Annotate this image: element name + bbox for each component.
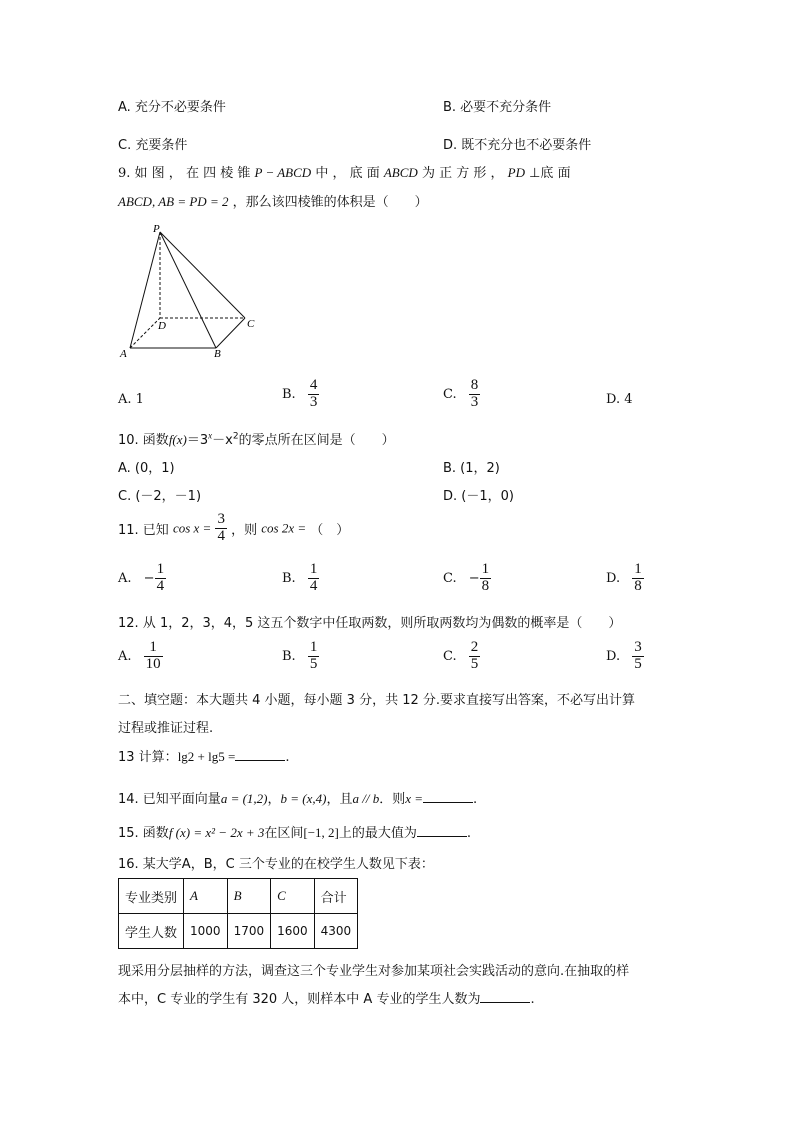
q12-option-c xyxy=(443,640,480,673)
q9-text-a: 如 图 ， 在 四 棱 锥 xyxy=(134,166,251,181)
frac-den: 3 xyxy=(309,393,318,410)
q14-text-b: ， xyxy=(267,792,281,807)
q12-option-b-frac xyxy=(308,640,320,673)
q9-option-b-frac xyxy=(308,378,320,411)
frac-den: 3 xyxy=(470,393,479,410)
q9-math-2: ABCD xyxy=(383,165,418,180)
q11-math-2: cos 2x = xyxy=(261,520,307,536)
frac-num: 1 xyxy=(156,561,165,577)
q9-math-4: ABCD, AB = PD = 2 xyxy=(118,194,229,209)
frac-num: 1 xyxy=(309,561,318,577)
q8-option-d: D. 既不充分也不必要条件 xyxy=(443,138,592,153)
q9-option-a: A. 1 xyxy=(118,392,144,407)
q11-text-a: 11. 已知 xyxy=(118,522,169,538)
q9-text-c: 为 正 方 形 ， xyxy=(421,166,504,181)
q11-option-c-label: C. xyxy=(443,570,457,586)
q11-option-c xyxy=(443,562,491,595)
q14-math-3: a // b xyxy=(352,791,380,806)
q9-option-b-label: B. xyxy=(282,386,296,402)
table-cell: 学生人数 xyxy=(119,914,184,949)
q9-math-1: P − ABCD xyxy=(254,165,312,180)
label-p: P xyxy=(153,223,160,235)
q9-number: 9. xyxy=(118,166,131,181)
table-cell: 专业类别 xyxy=(119,879,184,914)
q10-sup-x: x xyxy=(208,430,213,441)
q13-answer-blank[interactable] xyxy=(235,748,285,761)
q9-option-c xyxy=(443,378,480,411)
q15-math-1: f (x) = x² − 2x + 3 xyxy=(168,825,265,840)
frac-den: 5 xyxy=(634,655,642,672)
q16-after-text: 本中，C 专业的学生有 320 人，则样本中 A 专业的学生人数为 xyxy=(118,992,481,1007)
q9-text-e: ，那么该四棱锥的体积是（ ） xyxy=(232,195,428,210)
q11-option-b-frac xyxy=(308,562,320,595)
frac-num: 1 xyxy=(309,639,318,655)
q9-option-c-frac xyxy=(469,378,481,411)
table-cell: A xyxy=(184,879,228,914)
table-cell: 4300 xyxy=(314,914,358,949)
q15-answer-blank[interactable] xyxy=(417,824,467,837)
q11-stem-frac xyxy=(215,512,227,545)
q14-text-d: ．则 xyxy=(379,792,406,807)
table-row xyxy=(119,914,358,949)
frac-den: 4 xyxy=(309,577,318,594)
q16-table xyxy=(118,878,358,949)
q14-math-1: a = (1,2) xyxy=(220,791,268,806)
q8-option-a: A. 充分不必要条件 xyxy=(118,100,226,115)
frac-den: 5 xyxy=(309,655,318,672)
q12-option-a xyxy=(118,640,163,673)
q11-option-c-sign: − xyxy=(468,570,480,586)
q10-option-a: A. (0，1) xyxy=(118,461,175,476)
q10-text-c: －x xyxy=(212,433,233,448)
table-row xyxy=(119,879,358,914)
table-cell: B xyxy=(227,879,271,914)
q10-text-a: 10. 函数 xyxy=(118,433,169,448)
q14-math-2: b = (x,4) xyxy=(280,791,327,806)
frac-num: 3 xyxy=(634,639,642,655)
q9-stem-line1 xyxy=(118,162,571,181)
q15-text-b: 在区间 xyxy=(264,826,304,841)
q15-text-a: 15. 函数 xyxy=(118,826,169,841)
q9-stem-line2 xyxy=(118,191,428,210)
q10-option-d: D. (－1，0) xyxy=(443,489,514,504)
q14-math-4: x = xyxy=(405,791,424,806)
q14-answer-blank[interactable] xyxy=(423,790,473,803)
label-c: C xyxy=(247,318,255,330)
q11-option-d-label: D. xyxy=(606,570,621,586)
q14-stem xyxy=(118,788,477,807)
q11-option-c-frac xyxy=(480,562,492,595)
q12-option-d-label: D. xyxy=(606,648,621,664)
q13-math: lg2 + lg5 = xyxy=(177,749,236,764)
q12-option-a-label: A. xyxy=(118,648,132,664)
q10-option-c: C. (－2，－1) xyxy=(118,489,202,504)
section2-line1: 二、填空题：本大题共 4 小题，每小题 3 分，共 12 分.要求直接写出答案，不必写出计算 xyxy=(118,693,636,708)
q9-option-b xyxy=(282,378,319,411)
q11-option-b xyxy=(282,562,319,595)
q11-option-b-label: B. xyxy=(282,570,296,586)
q11-option-d-frac xyxy=(632,562,644,595)
q12-option-c-label: C. xyxy=(443,648,457,664)
q8-option-c: C. 充要条件 xyxy=(118,138,188,153)
pyramid-figure xyxy=(112,220,272,365)
q13-stem xyxy=(118,746,289,765)
frac-den: 4 xyxy=(217,527,225,544)
frac-num: 1 xyxy=(634,561,642,577)
q11-option-a-label: A. xyxy=(118,570,132,586)
q9-text-b: 中 ， 底 面 xyxy=(315,166,380,181)
frac-num: 4 xyxy=(309,377,318,393)
table-cell: 1700 xyxy=(227,914,271,949)
q14-text-a: 14. 已知平面向量 xyxy=(118,792,221,807)
q12-stem: 12. 从 1，2，3，4，5 这五个数字中任取两数，则所取两数均为偶数的概率是（ ） xyxy=(118,616,622,631)
q9-option-c-label: C. xyxy=(443,386,457,402)
q11-option-a-frac xyxy=(155,562,167,595)
q15-text-c: 上的最大值为 xyxy=(338,826,417,841)
frac-num: 3 xyxy=(217,511,225,527)
q15-math-2: [−1, 2] xyxy=(303,825,339,840)
q13-end: . xyxy=(285,750,290,765)
q16-end: . xyxy=(530,992,535,1007)
q16-answer-blank[interactable] xyxy=(480,990,530,1003)
section2-line2: 过程或推证过程. xyxy=(118,721,214,736)
q11-stem xyxy=(118,512,349,545)
q15-stem xyxy=(118,822,471,841)
q11-math: cos x = xyxy=(172,520,212,536)
table-cell: C xyxy=(271,879,315,914)
q12-option-d-frac xyxy=(632,640,644,673)
label-b: B xyxy=(214,348,221,360)
q12-option-a-frac xyxy=(144,640,163,673)
q16-stem: 16. 某大学A，B，C 三个专业的在校学生人数见下表： xyxy=(118,857,434,872)
frac-den: 4 xyxy=(156,577,165,594)
q12-option-b-label: B. xyxy=(282,648,296,664)
label-d: D xyxy=(158,320,166,332)
q12-option-c-frac xyxy=(469,640,481,673)
q9-option-d: D. 4 xyxy=(606,392,633,407)
q16-after-line2 xyxy=(118,988,535,1007)
q11-option-a xyxy=(118,562,166,595)
q12-option-b xyxy=(282,640,319,673)
q10-text-b: ＝3 xyxy=(186,433,209,448)
table-cell: 合计 xyxy=(314,879,358,914)
q12-option-d xyxy=(606,640,644,673)
frac-den: 10 xyxy=(145,655,161,672)
frac-num: 1 xyxy=(481,561,490,577)
q14-end: . xyxy=(473,792,478,807)
q9-math-3: PD xyxy=(507,165,525,180)
frac-den: 8 xyxy=(481,577,490,594)
q10-stem xyxy=(118,429,395,448)
q11-option-a-sign: − xyxy=(143,570,155,586)
q10-option-b: B. (1，2) xyxy=(443,461,500,476)
frac-num: 2 xyxy=(470,639,479,655)
label-a: A xyxy=(120,348,127,360)
q10-math: f(x) xyxy=(168,432,187,447)
q11-option-d xyxy=(606,562,644,595)
frac-den: 8 xyxy=(634,577,642,594)
q11-text-c: （ ） xyxy=(310,522,350,538)
q11-text-b: ，则 xyxy=(231,522,258,538)
frac-num: 1 xyxy=(149,639,157,655)
q9-text-d: ⊥底 面 xyxy=(529,166,571,181)
frac-den: 5 xyxy=(470,655,479,672)
q10-text-d: 的零点所在区间是（ ） xyxy=(238,433,395,448)
q10-sup-2: 2 xyxy=(232,431,239,442)
table-cell: 1000 xyxy=(184,914,228,949)
q8-option-b: B. 必要不充分条件 xyxy=(443,100,552,115)
q13-text: 13 计算： xyxy=(118,750,178,765)
frac-num: 8 xyxy=(470,377,479,393)
table-cell: 1600 xyxy=(271,914,315,949)
q15-end: . xyxy=(466,826,472,841)
q16-after-line1: 现采用分层抽样的方法，调查这三个专业学生对参加某项社会实践活动的意向.在抽取的样 xyxy=(118,964,630,979)
q14-text-c: ，且 xyxy=(326,792,353,807)
